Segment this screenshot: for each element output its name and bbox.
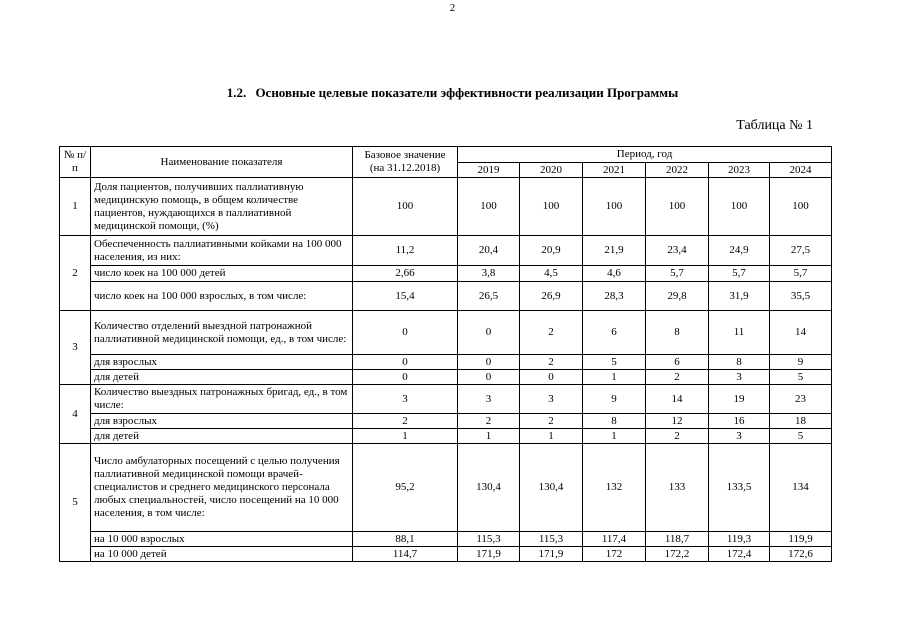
header-year: 2020	[520, 163, 583, 178]
base-value: 2,66	[353, 266, 458, 282]
indicator-name: Количество отделений выездной патронажной паллиативной медицинской помощи, ед., в том числе:	[91, 311, 353, 355]
year-value: 119,3	[709, 532, 770, 547]
header-year: 2021	[583, 163, 646, 178]
year-value: 9	[770, 355, 832, 370]
table-row	[60, 178, 832, 236]
year-value: 172	[583, 547, 646, 562]
indicators-table	[59, 146, 832, 562]
year-value: 29,8	[646, 282, 709, 311]
base-value: 1	[353, 429, 458, 444]
indicator-name: Количество выездных патронажных бригад, ед., в том числе:	[91, 385, 353, 414]
year-value: 1	[583, 370, 646, 385]
year-value: 3	[709, 370, 770, 385]
year-value: 100	[770, 178, 832, 236]
section-title-text: Основные целевые показатели эффективности реализации Программы	[255, 85, 679, 100]
row-number: 2	[60, 236, 91, 311]
section-title	[0, 85, 905, 101]
year-value: 8	[709, 355, 770, 370]
year-value: 21,9	[583, 236, 646, 266]
header-number: № п/п	[60, 147, 91, 178]
table-row	[60, 236, 832, 266]
year-value: 3,8	[458, 266, 520, 282]
year-value: 100	[520, 178, 583, 236]
year-value: 9	[583, 385, 646, 414]
year-value: 23,4	[646, 236, 709, 266]
year-value: 16	[709, 414, 770, 429]
year-value: 115,3	[520, 532, 583, 547]
year-value: 130,4	[520, 444, 583, 532]
base-value: 11,2	[353, 236, 458, 266]
section-number: 1.2.	[226, 85, 247, 100]
base-value: 0	[353, 311, 458, 355]
table-row	[60, 385, 832, 414]
year-value: 8	[583, 414, 646, 429]
year-value: 6	[583, 311, 646, 355]
year-value: 2	[520, 311, 583, 355]
year-value: 171,9	[458, 547, 520, 562]
year-value: 24,9	[709, 236, 770, 266]
indicator-name: число коек на 100 000 взрослых, в том числе:	[91, 282, 353, 311]
table-row	[60, 355, 832, 370]
year-value: 11	[709, 311, 770, 355]
base-value: 0	[353, 355, 458, 370]
year-value: 23	[770, 385, 832, 414]
year-value: 3	[458, 385, 520, 414]
year-value: 172,4	[709, 547, 770, 562]
year-value: 133,5	[709, 444, 770, 532]
year-value: 0	[520, 370, 583, 385]
table-row	[60, 311, 832, 355]
year-value: 3	[520, 385, 583, 414]
year-value: 18	[770, 414, 832, 429]
indicator-name: Обеспеченность паллиативными койками на 100 000 населения, из них:	[91, 236, 353, 266]
header-year: 2022	[646, 163, 709, 178]
year-value: 100	[583, 178, 646, 236]
year-value: 115,3	[458, 532, 520, 547]
year-value: 26,9	[520, 282, 583, 311]
base-value: 114,7	[353, 547, 458, 562]
year-value: 4,5	[520, 266, 583, 282]
year-value: 35,5	[770, 282, 832, 311]
year-value: 31,9	[709, 282, 770, 311]
year-value: 27,5	[770, 236, 832, 266]
table-row	[60, 532, 832, 547]
year-value: 1	[583, 429, 646, 444]
header-year: 2024	[770, 163, 832, 178]
indicator-name: для детей	[91, 429, 353, 444]
row-number: 5	[60, 444, 91, 562]
header-name: Наименование показателя	[91, 147, 353, 178]
base-value: 0	[353, 370, 458, 385]
year-value: 1	[520, 429, 583, 444]
year-value: 2	[646, 429, 709, 444]
year-value: 172,2	[646, 547, 709, 562]
year-value: 100	[646, 178, 709, 236]
page-number: 2	[449, 2, 456, 14]
year-value: 5,7	[709, 266, 770, 282]
year-value: 100	[458, 178, 520, 236]
indicator-name: для взрослых	[91, 355, 353, 370]
year-value: 14	[770, 311, 832, 355]
year-value: 171,9	[520, 547, 583, 562]
base-value: 2	[353, 414, 458, 429]
year-value: 117,4	[583, 532, 646, 547]
indicator-name: для детей	[91, 370, 353, 385]
row-number: 4	[60, 385, 91, 444]
header-period: Период, год	[458, 147, 832, 163]
base-value: 88,1	[353, 532, 458, 547]
year-value: 14	[646, 385, 709, 414]
year-value: 0	[458, 355, 520, 370]
table-row	[60, 547, 832, 562]
table-row	[60, 444, 832, 532]
year-value: 2	[646, 370, 709, 385]
indicator-name: на 10 000 взрослых	[91, 532, 353, 547]
year-value: 12	[646, 414, 709, 429]
base-value: 3	[353, 385, 458, 414]
table-row	[60, 266, 832, 282]
year-value: 20,9	[520, 236, 583, 266]
base-value: 100	[353, 178, 458, 236]
indicator-name: Число амбулаторных посещений с целью получения паллиативной медицинской помощи врачей-специалистов и среднего медицинского персонала любых специальностей, число посещений на 10 000 населения, в том числе:	[91, 444, 353, 532]
year-value: 4,6	[583, 266, 646, 282]
year-value: 133	[646, 444, 709, 532]
year-value: 100	[709, 178, 770, 236]
year-value: 5,7	[646, 266, 709, 282]
year-value: 119,9	[770, 532, 832, 547]
table-row	[60, 282, 832, 311]
year-value: 118,7	[646, 532, 709, 547]
indicator-name: для взрослых	[91, 414, 353, 429]
indicator-name: Доля пациентов, получивших паллиативную медицинскую помощь, в общем количестве пациентов, нуждающихся в паллиативной медицинской помощи, (%)	[91, 178, 353, 236]
year-value: 0	[458, 370, 520, 385]
year-value: 0	[458, 311, 520, 355]
year-value: 134	[770, 444, 832, 532]
year-value: 2	[520, 355, 583, 370]
year-value: 5,7	[770, 266, 832, 282]
year-value: 3	[709, 429, 770, 444]
table-row	[60, 429, 832, 444]
row-number: 3	[60, 311, 91, 385]
table-caption: Таблица № 1	[736, 118, 813, 133]
base-value: 95,2	[353, 444, 458, 532]
indicator-name: число коек на 100 000 детей	[91, 266, 353, 282]
year-value: 172,6	[770, 547, 832, 562]
header-base: Базовое значение (на 31.12.2018)	[353, 147, 458, 178]
base-value: 15,4	[353, 282, 458, 311]
row-number: 1	[60, 178, 91, 236]
table-row	[60, 414, 832, 429]
year-value: 5	[583, 355, 646, 370]
year-value: 5	[770, 429, 832, 444]
year-value: 8	[646, 311, 709, 355]
year-value: 6	[646, 355, 709, 370]
header-year: 2023	[709, 163, 770, 178]
year-value: 19	[709, 385, 770, 414]
year-value: 2	[520, 414, 583, 429]
header-year: 2019	[458, 163, 520, 178]
table-row	[60, 370, 832, 385]
year-value: 5	[770, 370, 832, 385]
year-value: 130,4	[458, 444, 520, 532]
year-value: 1	[458, 429, 520, 444]
year-value: 20,4	[458, 236, 520, 266]
year-value: 26,5	[458, 282, 520, 311]
year-value: 28,3	[583, 282, 646, 311]
indicator-name: на 10 000 детей	[91, 547, 353, 562]
year-value: 132	[583, 444, 646, 532]
year-value: 2	[458, 414, 520, 429]
